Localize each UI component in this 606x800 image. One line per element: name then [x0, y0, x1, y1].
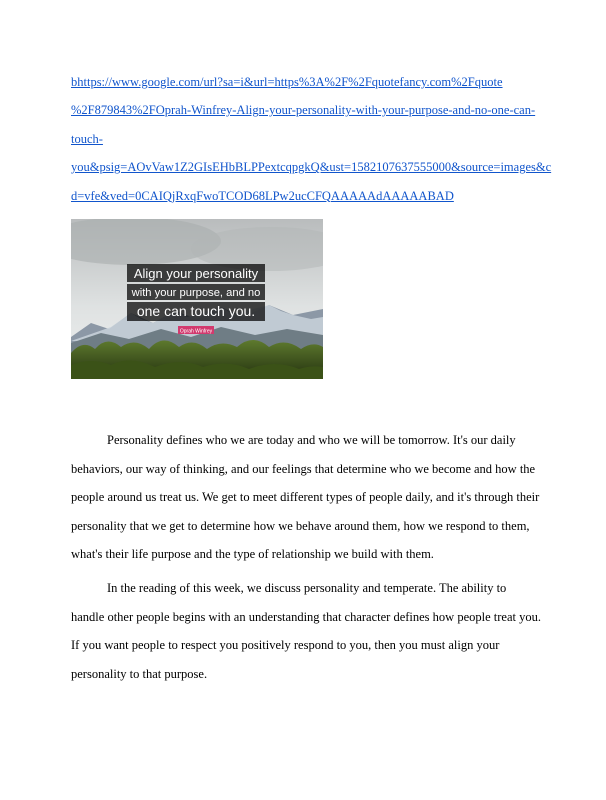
quote-line-1: Align your personality: [133, 266, 259, 281]
body-text: [71, 426, 541, 693]
link-line-1[interactable]: bhttps://www.google.com/url?sa=i&url=https%3A%2F%2Fquotefancy.com%2Fquote: [71, 75, 503, 89]
link-line-2[interactable]: %2F879843%2FOprah-Winfrey-Align-your-personality-with-your-purpose-and-no-one-can-: [71, 103, 536, 118]
author-name: Oprah Winfrey: [179, 328, 213, 335]
link-line-5[interactable]: d=vfe&ved=0CAIQjRxqFwoTCOD68LPw2ucCFQAAAAAdAAAAABAD: [71, 188, 454, 203]
quote-image: [71, 219, 323, 379]
link-line-3[interactable]: touch-: [71, 131, 103, 146]
link-line-4[interactable]: you&psig=AOvVaw1Z2GIsEHbBLPPextcqpgkQ&ust=1582107637555000&source=images&c: [71, 160, 552, 175]
source-link[interactable]: [71, 68, 552, 210]
quote-line-3: one can touch you.: [136, 303, 256, 319]
paragraph-1: Personality defines who we are today and who we will be tomorrow. It's our daily behaviors, our way of thinking, and our feelings that determine who we become and how the people around us treat us. We get to meet different types of people daily, and it's through their personality that we get to determine how we behave around them, how we respond to them, what's their life purpose and the type of relationship we build with them.: [71, 433, 540, 562]
paragraph-2: In the reading of this week, we discuss personality and temperate. The ability to handle other people begins with an understanding that character defines how people treat you. If you want people to respect you positively respond to you, then you must align your personality to that purpose.: [71, 580, 541, 681]
quote-line-2: with your purpose, and no: [131, 287, 261, 299]
